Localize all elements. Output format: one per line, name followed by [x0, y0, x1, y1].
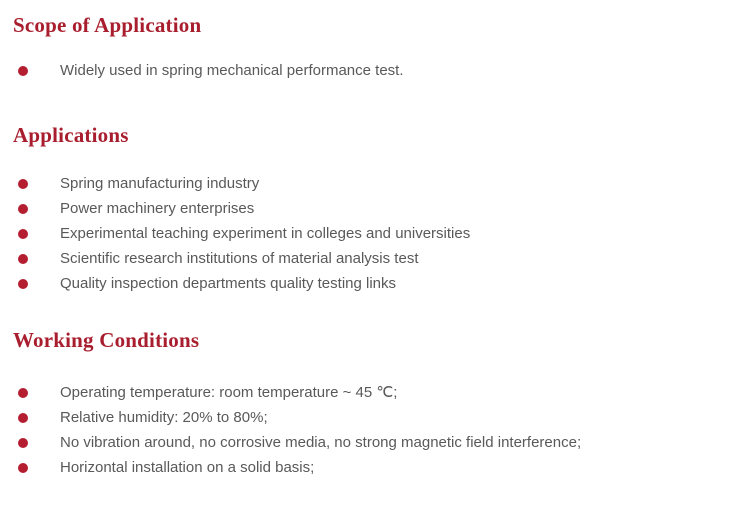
list-item: [0, 430, 750, 455]
list-item-text: Horizontal installation on a solid basis;: [60, 459, 315, 476]
section-heading: Applications: [13, 123, 129, 147]
list-item: [0, 455, 750, 480]
list-item-text: Experimental teaching experiment in colleges and universities: [60, 225, 471, 242]
list-item-text: No vibration around, no corrosive media, no strong magnetic field interference;: [60, 434, 582, 451]
bullet-icon: [18, 66, 28, 76]
bullet-icon: [18, 229, 28, 239]
list-item-text: Widely used in spring mechanical performance test.: [60, 62, 404, 79]
list-item-text: Relative humidity: 20% to 80%;: [60, 409, 268, 426]
bullet-list: [0, 171, 750, 296]
list-item: [0, 405, 750, 430]
list-item-text: Power machinery enterprises: [60, 200, 255, 217]
section-working-conditions: [0, 328, 750, 480]
list-item: [0, 380, 750, 405]
bullet-icon: [18, 388, 28, 398]
section-heading: Scope of Application: [13, 13, 202, 37]
list-item-text: Spring manufacturing industry: [60, 175, 260, 192]
bullet-icon: [18, 413, 28, 423]
document-page: [0, 13, 750, 517]
bullet-list: [0, 380, 750, 480]
bullet-icon: [18, 179, 28, 189]
list-item-text: Operating temperature: room temperature ~ 45 ℃;: [60, 384, 398, 401]
section-scope-of-application: [0, 13, 750, 83]
bullet-icon: [18, 254, 28, 264]
bullet-icon: [18, 438, 28, 448]
list-item: [0, 271, 750, 296]
section-heading: Working Conditions: [13, 328, 200, 352]
list-item: [0, 221, 750, 246]
bullet-list: [0, 58, 750, 83]
list-item: [0, 246, 750, 271]
bullet-icon: [18, 463, 28, 473]
list-item-text: Scientific research institutions of material analysis test: [60, 250, 419, 267]
bullet-icon: [18, 279, 28, 289]
list-item: [0, 196, 750, 221]
bullet-icon: [18, 204, 28, 214]
list-item: [0, 58, 750, 83]
list-item-text: Quality inspection departments quality testing links: [60, 275, 397, 292]
list-item: [0, 171, 750, 196]
section-applications: [0, 123, 750, 296]
